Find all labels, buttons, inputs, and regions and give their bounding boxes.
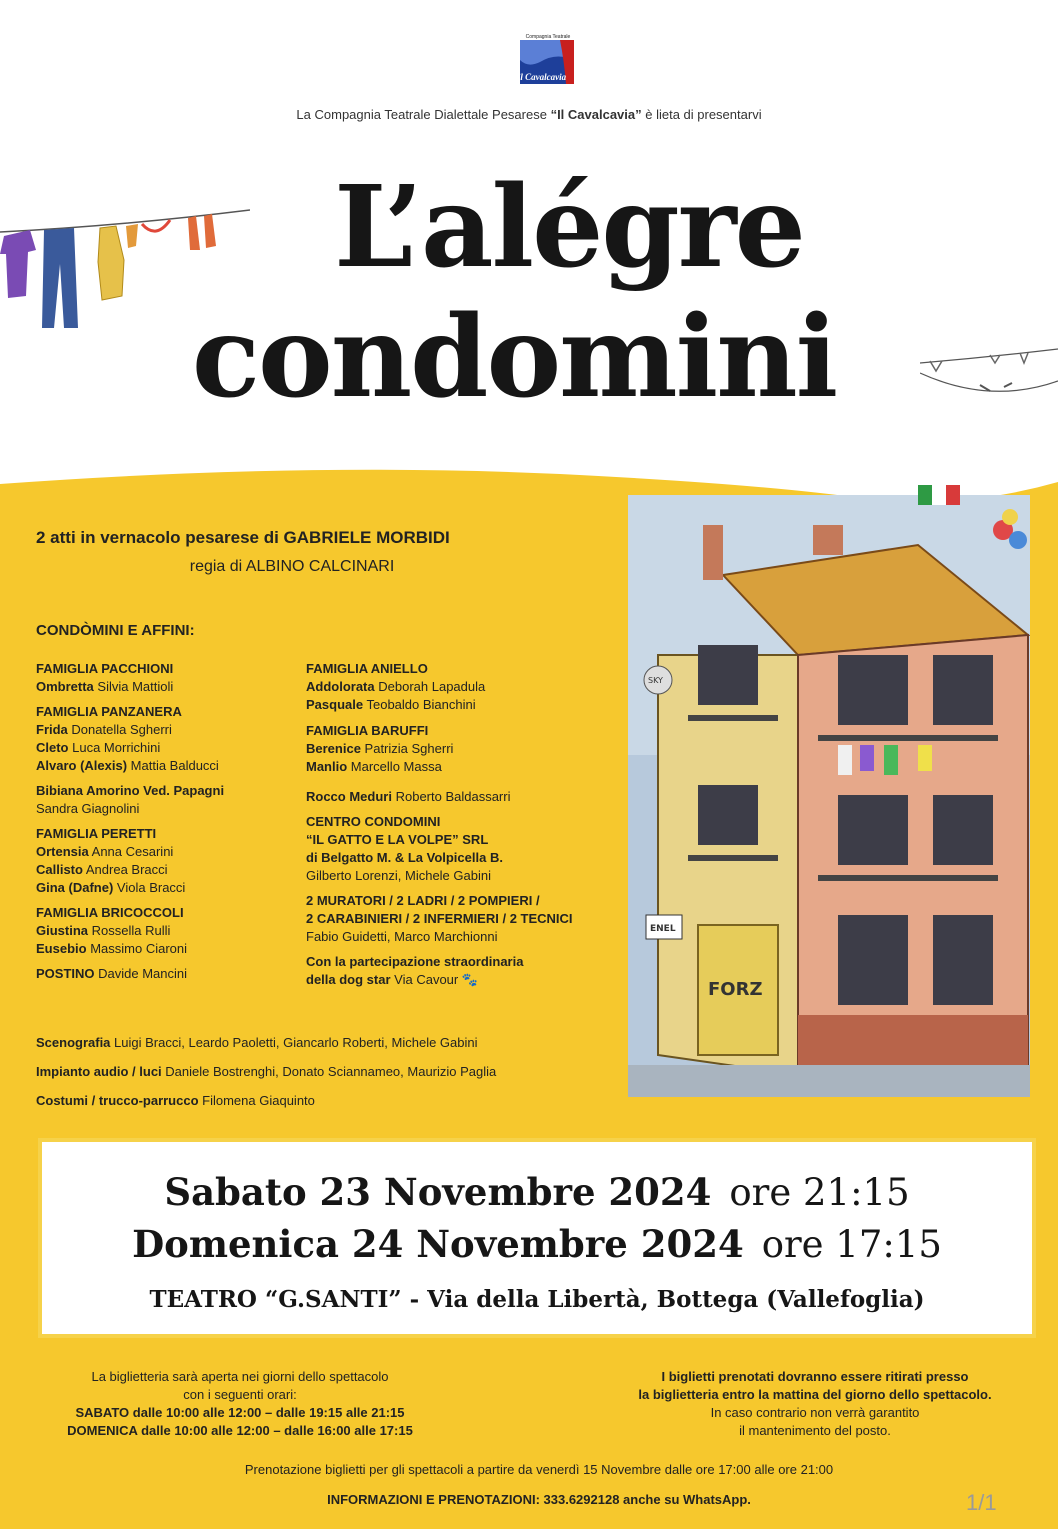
actor-name: Viola Bracci xyxy=(116,880,186,895)
cast-entry xyxy=(36,879,296,897)
crew-names: Daniele Bostrenghi, Donato Sciannameo, Maurizio Paglia xyxy=(165,1064,497,1079)
cast-group xyxy=(36,660,296,696)
cast-group xyxy=(306,722,626,776)
character-name: Berenice xyxy=(306,741,361,756)
actor-name: Donatella Sgherri xyxy=(71,722,172,737)
cast-group xyxy=(306,660,626,714)
pickup-line: I biglietti prenotati dovranno essere ritirati presso xyxy=(661,1369,969,1384)
cast-entry xyxy=(306,971,626,989)
family-name: FAMIGLIA BARUFFI xyxy=(306,723,429,738)
venue-name: TEATRO “G.SANTI” xyxy=(149,1286,402,1313)
character-name: “IL GATTO E LA VOLPE” SRL xyxy=(306,832,489,847)
cast-entry xyxy=(306,758,626,776)
crew-role: Scenografia xyxy=(36,1035,111,1050)
box-office-hours xyxy=(30,1368,450,1440)
character-name: di Belgatto M. & La Volpicella B. xyxy=(306,850,503,865)
family-name: FAMIGLIA BRICOCCOLI xyxy=(36,905,184,920)
cast-entry xyxy=(306,696,626,714)
cast-group xyxy=(306,953,626,989)
character-name: Frida xyxy=(36,722,68,737)
cast-entry xyxy=(36,678,296,696)
family-name: FAMIGLIA PERETTI xyxy=(36,826,157,841)
character-name: Alvaro (Alexis) xyxy=(36,758,128,773)
actor-name: Teobaldo Bianchini xyxy=(366,697,476,712)
cast-group xyxy=(306,813,626,885)
cast-group xyxy=(36,965,296,983)
cast-entry xyxy=(36,940,296,958)
shop-sign-text: ENEL xyxy=(650,924,676,934)
cast-heading: CONDÒMINI E AFFINI: xyxy=(36,622,195,639)
cast-entry xyxy=(306,678,626,696)
cast-group xyxy=(306,892,626,946)
character-name: Giustina xyxy=(36,923,89,938)
crew-entry xyxy=(36,1028,496,1057)
box-office-line: SABATO dalle 10:00 alle 12:00 – dalle 19:15 alle 21:15 xyxy=(75,1405,405,1420)
page-indicator: 1/1 xyxy=(966,1490,997,1515)
crew-role: Costumi / trucco-parrucco xyxy=(36,1093,199,1108)
pickup-line: il mantenimento del posto. xyxy=(739,1423,891,1438)
character-name: Cleto xyxy=(36,740,69,755)
actor-name: Deborah Lapadula xyxy=(378,679,486,694)
cast-group xyxy=(306,788,626,806)
character-name: POSTINO xyxy=(36,966,95,981)
character-name: Manlio xyxy=(306,759,348,774)
actor-name: Sandra Giagnolini xyxy=(36,801,140,816)
show-date: Sabato 23 Novembre 2024 xyxy=(164,1170,712,1214)
actor-name: Patrizia Sgherri xyxy=(364,741,454,756)
booking-note: Prenotazione biglietti per gli spettacoli a partire da venerdì 15 Novembre dalle ore 17:00 alle ore 21:00 xyxy=(244,1462,834,1477)
character-name: Ombretta xyxy=(36,679,94,694)
cast-entry xyxy=(36,861,296,879)
cast-group xyxy=(36,904,296,958)
cast-entry xyxy=(36,922,296,940)
actor-name: Luca Morrichini xyxy=(72,740,161,755)
company-logo xyxy=(516,30,578,92)
character-name: Rocco Meduri xyxy=(306,789,392,804)
crew-entry xyxy=(36,1057,496,1086)
actor-name: Andrea Bracci xyxy=(85,862,168,877)
box-office-line: La biglietteria sarà aperta nei giorni dello spettacolo xyxy=(91,1369,389,1384)
graffiti-text: FORZ xyxy=(708,979,763,1000)
character-name: Addolorata xyxy=(306,679,375,694)
show-dates-box xyxy=(38,1138,1036,1338)
cast-entry xyxy=(36,757,296,775)
character-name: Ortensia xyxy=(36,844,89,859)
actor-name: Massimo Ciaroni xyxy=(90,941,188,956)
family-name: FAMIGLIA PACCHIONI xyxy=(36,661,174,676)
actor-name: Anna Cesarini xyxy=(91,844,174,859)
building-illustration xyxy=(628,455,1030,1097)
show-date-line xyxy=(42,1170,1032,1214)
title-line-1: L’alégre xyxy=(334,162,804,293)
cast-entry xyxy=(36,739,296,757)
show-date: Domenica 24 Novembre 2024 xyxy=(132,1222,744,1266)
actor-name: Rossella Rulli xyxy=(91,923,171,938)
show-date-line xyxy=(42,1222,1032,1266)
cast-entry xyxy=(306,788,626,806)
character-name: Pasquale xyxy=(306,697,364,712)
venue-line xyxy=(42,1286,1032,1313)
sky-label: SKY xyxy=(648,676,663,685)
box-office-line: DOMENICA dalle 10:00 alle 12:00 – dalle 16:00 alle 17:15 xyxy=(67,1423,413,1438)
character-name: Callisto xyxy=(36,862,83,877)
character-name: 2 MURATORI / 2 LADRI / 2 POMPIERI / xyxy=(306,893,540,908)
subtitle: 2 atti in vernacolo pesarese di GABRIELE MORBIDI xyxy=(36,528,450,547)
cast-column-right xyxy=(306,660,626,996)
cast-entry xyxy=(36,965,296,983)
cast-group xyxy=(36,703,296,775)
character-name: della dog star xyxy=(306,972,391,987)
actor-name: Mattia Balducci xyxy=(130,758,219,773)
actor-name: Silvia Mattioli xyxy=(97,679,174,694)
actor-name: Via Cavour 🐾 xyxy=(394,972,479,987)
box-office-line: con i seguenti orari: xyxy=(183,1387,297,1402)
crew-credits xyxy=(36,1028,496,1115)
character-name: Gina (Dafne) xyxy=(36,880,114,895)
actor-name: Davide Mancini xyxy=(98,966,188,981)
cast-entry xyxy=(36,843,296,861)
cast-group xyxy=(36,825,296,897)
intro-line xyxy=(0,107,1058,122)
show-time: ore 17:15 xyxy=(761,1223,942,1266)
family-name: CENTRO CONDOMINI xyxy=(306,814,441,829)
title-line-2: condomini xyxy=(191,292,837,423)
actor-name: Roberto Baldassarri xyxy=(395,789,511,804)
pickup-line: In caso contrario non verrà garantito xyxy=(710,1405,920,1420)
cast-entry xyxy=(306,740,626,758)
cast-entry xyxy=(36,721,296,739)
cast-column-left xyxy=(36,660,296,990)
intro-prefix: La Compagnia Teatrale Dialettale Pesarese xyxy=(296,107,551,122)
character-name: Con la partecipazione straordinaria xyxy=(306,954,524,969)
ticket-pickup-note xyxy=(600,1368,1030,1440)
show-time: ore 21:15 xyxy=(729,1171,910,1214)
crew-entry xyxy=(36,1086,496,1115)
logo-small-text: Compagnia Teatrale xyxy=(525,34,571,40)
venue-address: - Via della Libertà, Bottega (Vallefoglia) xyxy=(401,1286,925,1313)
crew-names: Filomena Giaquinto xyxy=(202,1093,315,1108)
info-contact-line: INFORMAZIONI E PRENOTAZIONI: 333.6292128 anche su WhatsApp. xyxy=(327,1492,751,1507)
director-credit: regia di ALBINO CALCINARI xyxy=(189,558,395,575)
logo-name: il Cavalcavia xyxy=(517,72,567,82)
intro-company: “Il Cavalcavia” xyxy=(550,107,642,122)
actor-name: Gilberto Lorenzi, Michele Gabini xyxy=(306,868,491,883)
crew-role: Impianto audio / luci xyxy=(36,1064,162,1079)
character-name: Eusebio xyxy=(36,941,87,956)
intro-suffix: è lieta di presentarvi xyxy=(641,107,762,122)
character-name: Bibiana Amorino Ved. Papagni xyxy=(36,783,225,798)
character-name: 2 CARABINIERI / 2 INFERMIERI / 2 TECNICI xyxy=(306,911,573,926)
family-name: FAMIGLIA PANZANERA xyxy=(36,704,182,719)
pickup-line: la biglietteria entro la mattina del giorno dello spettacolo. xyxy=(638,1387,992,1402)
clothesline-right-decoration xyxy=(920,345,1058,415)
actor-name: Fabio Guidetti, Marco Marchionni xyxy=(306,929,498,944)
crew-names: Luigi Bracci, Leardo Paoletti, Giancarlo Roberti, Michele Gabini xyxy=(114,1035,478,1050)
family-name: FAMIGLIA ANIELLO xyxy=(306,661,428,676)
actor-name: Marcello Massa xyxy=(350,759,442,774)
cast-group xyxy=(36,782,296,818)
